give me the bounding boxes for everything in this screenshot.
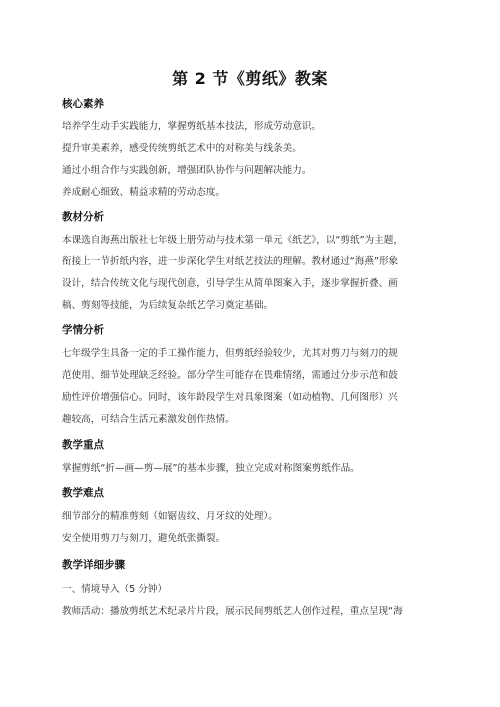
steps-item-2: 教师活动：播放剪纸艺术纪录片片段，展示民间剪纸艺人创作过程，重点呈现“海 xyxy=(62,606,403,617)
core-item-3: 通过小组合作与实践创新，增强团队协作与问题解决能力。 xyxy=(62,165,312,176)
document-title: 第 2 节《剪纸》教案 xyxy=(172,69,328,88)
key-item-1: 掌握剪纸“折—画—剪—展”的基本步骤，独立完成对称图案剪纸作品。 xyxy=(62,463,360,474)
steps-item-1: 一、情境导入（5 分钟） xyxy=(62,584,168,595)
section-heading-steps: 教学详细步骤 xyxy=(62,559,125,571)
students-line-1: 七年级学生具备一定的手工操作能力，但剪纸经验较少，尤其对剪刀与刻刀的规 xyxy=(62,348,398,359)
core-item-4: 养成耐心细致、精益求精的劳动态度。 xyxy=(62,187,226,198)
difficulty-item-2: 安全使用剪刀与刻刀，避免纸张撕裂。 xyxy=(62,533,226,544)
section-heading-students: 学情分析 xyxy=(62,324,104,336)
section-heading-difficulty: 教学难点 xyxy=(62,487,104,499)
students-line-4: 趣较高，可结合生活元素激发创作热情。 xyxy=(62,414,235,425)
core-item-2: 提升审美素养，感受传统剪纸艺术中的对称美与线条美。 xyxy=(62,143,302,154)
difficulty-item-1: 细节部分的精准剪刻（如锯齿纹、月牙纹的处理）。 xyxy=(62,511,278,522)
textbook-line-2: 衔接上一节折纸内容，进一步深化学生对纸艺技法的理解。教材通过“海燕”形象 xyxy=(62,256,399,267)
textbook-line-3: 设计，结合传统文化与现代创意，引导学生从简单图案入手，逐步掌握折叠、画 xyxy=(62,278,398,289)
core-item-1: 培养学生动手实践能力，掌握剪纸基本技法，形成劳动意识。 xyxy=(62,121,322,132)
section-heading-textbook: 教材分析 xyxy=(62,211,104,223)
section-heading-key: 教学重点 xyxy=(62,439,104,451)
students-line-3: 励性评价增强信心。同时，该年龄段学生对具象图案（如动植物、几何图形）兴 xyxy=(62,392,398,403)
textbook-line-4: 稿、剪刻等技能，为后续复杂纸艺学习奠定基础。 xyxy=(62,300,274,311)
section-heading-core: 核心素养 xyxy=(62,98,104,110)
textbook-line-1: 本课选自海燕出版社七年级上册劳动与技术第一单元《纸艺》，以“剪纸”为主题， xyxy=(62,235,403,246)
students-line-2: 范使用、细节处理缺乏经验。部分学生可能存在畏难情绪，需通过分步示范和鼓 xyxy=(62,370,398,381)
